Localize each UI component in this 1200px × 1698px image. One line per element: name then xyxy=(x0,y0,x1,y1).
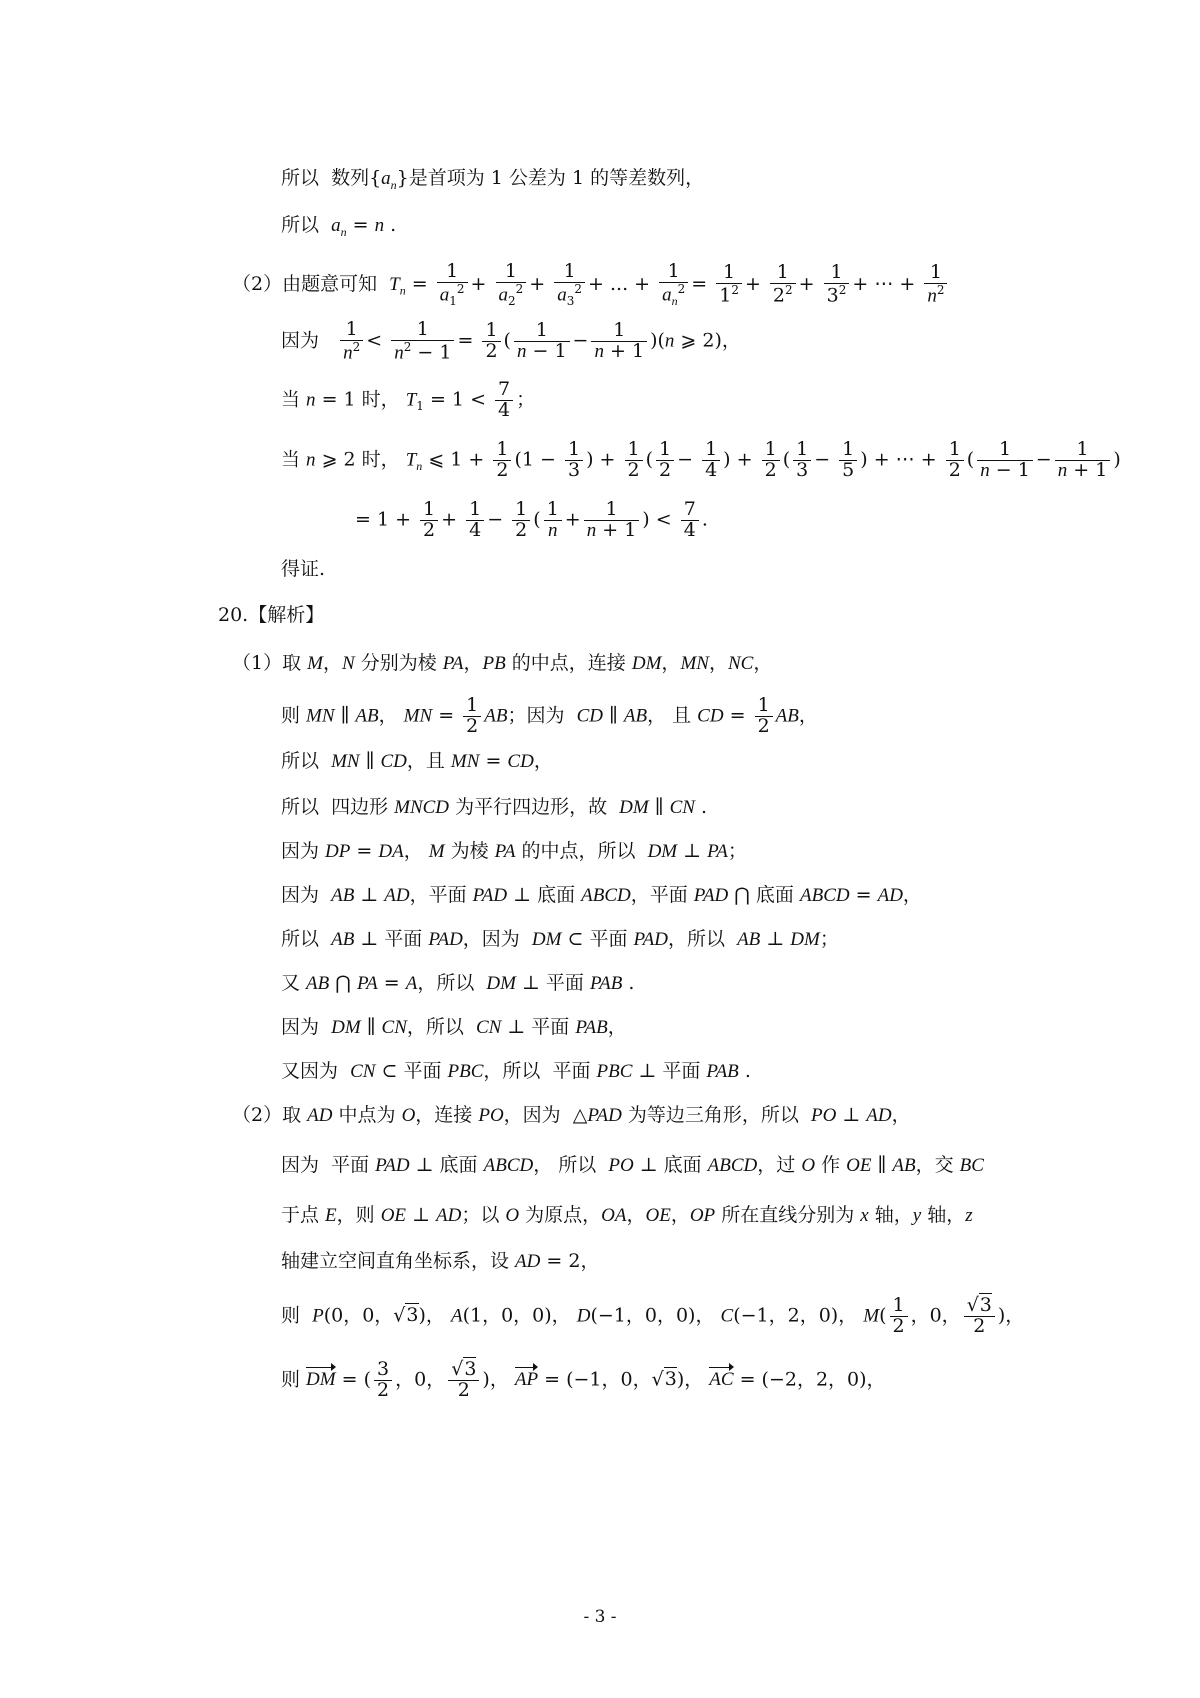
line-6: 当 n ⩾ 2 时， $T_n$ ⩽ 1 + $\frac{1}{2}$ (1 − $\frac{1}{3}$ ) + $\frac{1}{2}$ ( $\frac{1}{2}$ − $\frac{1}{4}$ ) + $\frac{1}{2}$ ( $\frac{1}{3}$ − $\frac{1}{5}$ ) + ⋯ + $\frac{1}{2}$ ( $\frac{1}{n - 1}$ − $\frac{1}{n + 1}$ ) xyxy=(281,438,1121,481)
page-number: - 3 - xyxy=(583,1607,617,1627)
line-17: 又 AB ⋂ PA = A，所以 DM ⊥ 平面 PAB . xyxy=(281,972,635,994)
line-12: 所以 MN ∥ CD，且 MN = CD， xyxy=(281,750,553,772)
line-11: 则 MN ∥ AB， MN = $\frac{1}{2}$ AB；因为 CD ∥ AB， 且 CD = $\frac{1}{2}$ AB， xyxy=(281,694,818,737)
line-1: 所以 数列$\{a_n\}$是首项为 1 公差为 1 的等差数列， xyxy=(281,167,705,192)
line-2: 所以 $a_n = n$ . xyxy=(281,214,397,239)
line-24: 则 P(0，0，√3)， A(1，0，0)， D(−1，0，0)， C(−1，2，0)， M( $\frac{1}{2}$ ，0， $\frac{√3}{2}$ )， xyxy=(281,1294,1025,1337)
line-9: 20.【解析】 xyxy=(218,604,325,626)
line-23: 轴建立空间直角坐标系，设 AD = 2， xyxy=(281,1250,600,1272)
line-5: 当 n = 1 时， $T_1 = 1$ < $\frac{7}{4}$ ； xyxy=(281,378,536,421)
line-8: 得证. xyxy=(281,558,326,580)
line-4: 因为 $\frac{1}{n^2}$ < $\frac{1}{n^2 - 1}$ = $\frac{1}{2}$ ( $\frac{1}{n - 1}$ − $\frac{1}{n + 1}$ )(n ⩾ 2)， xyxy=(281,318,741,364)
line-25: 则 DM = ( $\frac{3}{2}$ ，0， $\frac{√3}{2}$ )， AP = (−1，0，√3)， AC = (−2，2，0)， xyxy=(281,1358,886,1401)
line-14: 因为 DP = DA， M 为棱 PA 的中点，所以 DM ⊥ PA； xyxy=(281,840,747,862)
line-13: 所以 四边形 MNCD 为平行四边形，故 DM ∥ CN . xyxy=(281,796,708,818)
line-3: （2）由题意可知 $T_n$ = $\frac{1}{a_1^2}$ + $\frac{1}{a_2^2}$ + $\frac{1}{a_3^2}$ + ... + $\frac{1}{a_n^2}$ = $\frac{1}{1^2}$ + $\frac{1}{2^2}$ + $\frac{1}{3^2}$ + ⋯ + $\frac{1}{n^2}$ xyxy=(232,262,950,308)
line-15: 因为 AB ⊥ AD，平面 PAD ⊥ 底面 ABCD，平面 PAD ⋂ 底面 ABCD = AD， xyxy=(281,884,922,906)
line-21: 因为 平面 PAD ⊥ 底面 ABCD， 所以 PO ⊥ 底面 ABCD，过 O 作 OE ∥ AB，交 BC xyxy=(281,1154,984,1176)
line-18: 因为 DM ∥ CN，所以 CN ⊥ 平面 PAB， xyxy=(281,1016,627,1038)
line-20: （2）取 AD 中点为 O，连接 PO，因为 △PAD 为等边三角形，所以 PO ⊥ AD， xyxy=(232,1104,911,1126)
line-7: = 1 + $\frac{1}{2}$ + $\frac{1}{4}$ − $\frac{1}{2}$ ( $\frac{1}{n}$ + $\frac{1}{n + 1}$ ) < $\frac{7}{4}$ . xyxy=(355,498,708,541)
line-22: 于点 E，则 OE ⊥ AD；以 O 为原点，OA，OE，OP 所在直线分别为 x 轴，y 轴，z xyxy=(281,1204,973,1226)
line-10: （1）取 M，N 分别为棱 PA，PB 的中点，连接 DM，MN，NC， xyxy=(232,652,773,674)
line-16: 所以 AB ⊥ 平面 PAD，因为 DM ⊂ 平面 PAD，所以 AB ⊥ DM； xyxy=(281,928,839,950)
line-19: 又因为 CN ⊂ 平面 PBC，所以 平面 PBC ⊥ 平面 PAB . xyxy=(281,1060,751,1082)
